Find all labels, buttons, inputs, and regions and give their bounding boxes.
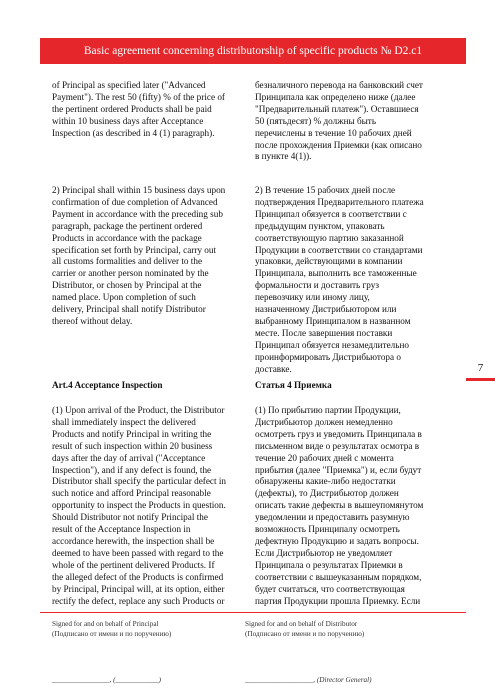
document-header-bar bbox=[40, 38, 466, 64]
distributor-signature-caption: Signed for and on behalf of Distributor (Подписано от имени и по поручению) bbox=[245, 620, 365, 638]
right-para-2: 2) В течение 15 рабочих дней после подтверждения Предварительного платежа Принципал обязуется в соответствии с предыдущим пунктом, упаковать соответствующую партию заказанной Продукции в соответствии со стандартами упаковки, действующими в компании Принципала, выполнить все таможенные формальности и доставить груз перевозчику или иному лицу, назначенному Дистрибьютором или выбранному Принципалом в названном месте. После завершения поставки Принципал обязуется незамедлительно проинформировать Дистрибьютора о доставке. bbox=[255, 185, 424, 374]
document-title: Basic agreement concerning distributorship of specific products № D2.c1 bbox=[83, 45, 423, 57]
right-column bbox=[255, 80, 465, 163]
left-column-section-2 bbox=[52, 185, 242, 328]
right-para-1: безналичного перевода на банковский счет Принципала как определено ниже (далее "Предварительный платеж"). Оставшиеся 50 (пятьдесят) % должны быть перечислены в течение 10 рабочих дней после прохождения Приемки (как описано в пункте 4(1)). bbox=[255, 80, 423, 162]
page-number: 7 bbox=[477, 362, 484, 374]
right-column-section-2 bbox=[255, 185, 465, 376]
principal-signature-line: ________________, (____________) bbox=[52, 676, 162, 684]
right-para-3: (1) По прибытию партии Продукции, Дистрибьютор должен немедленно осмотреть груз и уведомить Принципала в письменном виде о результатах осмотра в течение 20 рабочих дней с момента прибытия (далее "Приемка") и, если будут обнаружены какие-либо недостатки (дефекты), то Дистрибьютор должен описать такие дефекты в вышеупомянутом уведомлении и предоставить разумную возможность Принципалу осмотреть дефектную Продукцию и задать вопросы. Если Дистрибьютор не уведомляет Принципала о результатах Приемки в соответствии с вышеуказанным порядком, будет считаться, что соответствующая партия Продукции прошла Приемку. Если bbox=[255, 405, 424, 606]
page-number-underline bbox=[466, 378, 495, 381]
left-para-2: 2) Principal shall within 15 business days upon confirmation of due completion of Advanced Payment in accordance with the preceding sub paragraph, package the pertinent ordered Products in accordance with the package specification set forth by Principal, carry out all customs formalities and deliver to the carrier or another person nominated by the Distributor, or chosen by Principal at the named place. Upon completion of such delivery, Principal shall notify Distributor thereof without delay. bbox=[52, 185, 226, 326]
principal-signature-caption: Signed for and on behalf of Principal (Подписано от имени и по поручению) bbox=[52, 620, 172, 638]
right-column-section-3 bbox=[255, 380, 465, 392]
left-heading-art4: Art.4 Acceptance Inspection bbox=[52, 380, 163, 390]
left-column bbox=[52, 80, 242, 140]
footer-divider bbox=[40, 612, 466, 613]
right-heading-art4: Статья 4 Приемка bbox=[255, 380, 332, 390]
right-column-section-4 bbox=[255, 405, 465, 607]
left-column-section-3 bbox=[52, 380, 242, 392]
left-para-1: of Principal as specified later ("Advanced Payment"). The rest 50 (fifty) % of the price of the pertinent ordered Products shall be paid within 10 business days after Acceptance Inspection (as described in 4 (1) paragraph). bbox=[52, 80, 225, 138]
distributor-signature-line: ___________________, (Director General) bbox=[245, 676, 372, 684]
left-column-section-4 bbox=[52, 405, 242, 607]
left-para-3: (1) Upon arrival of the Product, the Distributor shall immediately inspect the delivered Products and notify Principal in writing the result of such inspection within 20 business days after the day of arrival ("Acceptance Inspection"), and if any defect is found, the Distributor shall specify the particular defect in such notice and afford Principal reasonable opportunity to inspect the Products in question. Should Distributor not notify Principal the result of the Acceptance Inspection in accordance herewith, the inspection shall be deemed to have been passed with regard to the whole of the pertinent delivered Products. If the alleged defect of the Products is confirmed by Principal, Principal will, at its option, either rectify the defect, replace any such Products or bbox=[52, 405, 226, 606]
